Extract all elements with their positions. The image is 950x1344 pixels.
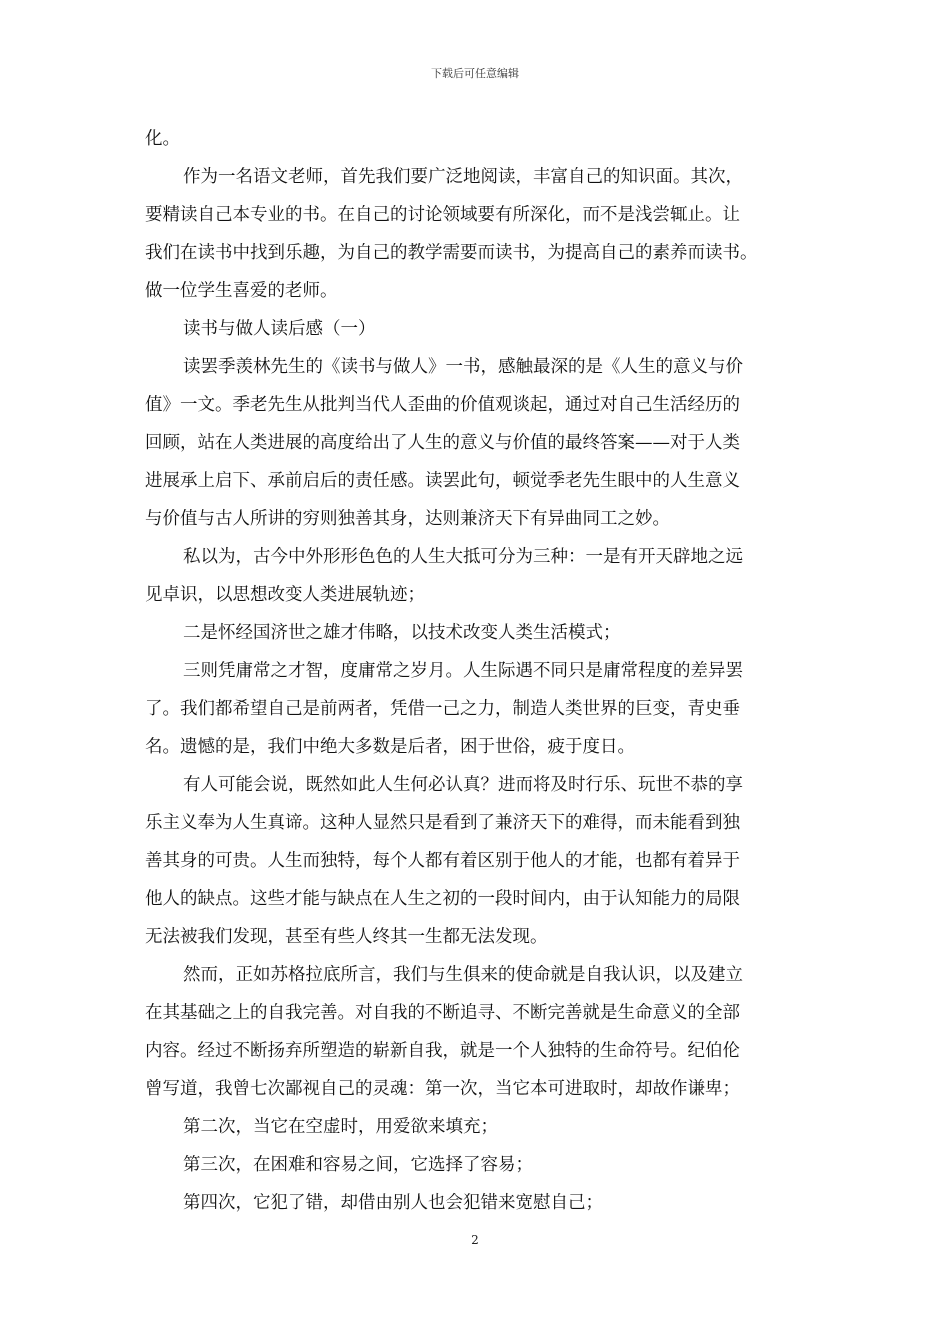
text-line-21: 他人的缺点。这些才能与缺点在人生之初的一段时间内，由于认知能力的局限: [145, 889, 740, 909]
text-line-20: 善其身的可贵。人生而独特，每个人都有着区别于他人的才能，也都有着异于: [145, 851, 740, 871]
text-line-3: 要精读自己本专业的书。在自己的讨论领域要有所深化，而不是浅尝辄止。让: [145, 205, 740, 225]
text-line-15: 三则凭庸常之才智，度庸常之岁月。人生际遇不同只是庸常程度的差异罢: [183, 661, 743, 681]
text-line-24: 在其基础之上的自我完善。对自我的不断追寻、不断完善就是生命意义的全部: [145, 1003, 740, 1023]
page-header: 下载后可任意编辑: [431, 67, 519, 80]
text-line-22: 无法被我们发现，甚至有些人终其一生都无法发现。: [145, 927, 548, 947]
text-line-17: 名。遗憾的是，我们中绝大多数是后者，困于世俗，疲于度日。: [145, 737, 635, 757]
text-line-26: 曾写道，我曾七次鄙视自己的灵魂：第一次，当它本可进取时，却故作谦卑；: [145, 1079, 740, 1099]
text-line-9: 回顾，站在人类进展的高度给出了人生的意义与价值的最终答案——对于人类: [145, 433, 740, 453]
text-line-11: 与价值与古人所讲的穷则独善其身，达则兼济天下有异曲同工之妙。: [145, 509, 670, 529]
text-line-1: 化。: [145, 129, 180, 149]
page-number: 2: [471, 1233, 479, 1247]
text-line-10: 进展承上启下、承前启后的责任感。读罢此句，顿觉季老先生眼中的人生意义: [145, 471, 740, 491]
text-line-2: 作为一名语文老师，首先我们要广泛地阅读，丰富自己的知识面。其次，: [183, 167, 743, 187]
text-line-4: 我们在读书中找到乐趣，为自己的教学需要而读书，为提高自己的素养而读书。: [145, 243, 758, 263]
text-line-13: 见卓识，以思想改变人类进展轨迹；: [145, 585, 425, 605]
document-body: [145, 120, 825, 1222]
text-line-12: 私以为，古今中外形形色色的人生大抵可分为三种：一是有开天辟地之远: [183, 547, 743, 567]
text-line-25: 内容。经过不断扬弃所塑造的崭新自我，就是一个人独特的生命符号。纪伯伦: [145, 1041, 740, 1061]
text-line-27: 第二次，当它在空虚时，用爱欲来填充；: [183, 1117, 498, 1137]
text-line-28: 第三次，在困难和容易之间，它选择了容易；: [183, 1155, 533, 1175]
text-line-18: 有人可能会说，既然如此人生何必认真？进而将及时行乐、玩世不恭的享: [183, 775, 743, 795]
text-line-14: 二是怀经国济世之雄才伟略，以技术改变人类生活模式；: [183, 623, 621, 643]
text-line-7: 读罢季羡林先生的《读书与做人》一书，感触最深的是《人生的意义与价: [183, 357, 743, 377]
section-heading: 读书与做人读后感（一）: [183, 319, 376, 339]
text-line-8: 值》一文。季老先生从批判当代人歪曲的价值观谈起，通过对自己生活经历的: [145, 395, 740, 415]
text-line-23: 然而，正如苏格拉底所言，我们与生俱来的使命就是自我认识，以及建立: [183, 965, 743, 985]
text-line-19: 乐主义奉为人生真谛。这种人显然只是看到了兼济天下的难得，而未能看到独: [145, 813, 740, 833]
text-line-29: 第四次，它犯了错，却借由别人也会犯错来宽慰自己；: [183, 1193, 603, 1213]
text-line-5: 做一位学生喜爱的老师。: [145, 281, 338, 301]
text-line-16: 了。我们都希望自己是前两者，凭借一己之力，制造人类世界的巨变，青史垂: [145, 699, 740, 719]
